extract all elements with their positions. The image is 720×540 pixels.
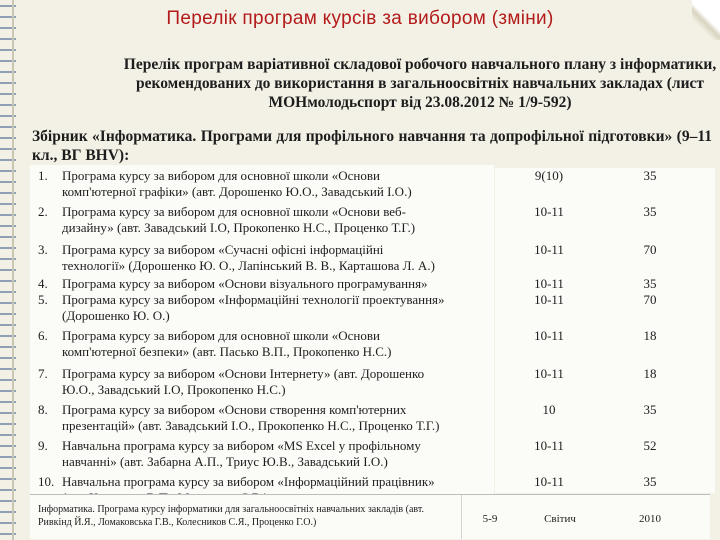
- program-grades: 10-11: [534, 204, 564, 219]
- program-row: [38, 168, 657, 200]
- program-title: Програма курсу за вибором «Інформаційні технології проектування» (Дорошенко Ю. О.): [62, 292, 445, 323]
- program-row: [38, 438, 657, 470]
- program-title: Програма курсу за вибором для основної школи «Основи комп'ютерної графіки» (авт. Дорошенко Ю.О., Завадський І.О.): [62, 168, 412, 199]
- program-hours: 35: [643, 168, 657, 183]
- program-title: Програма курсу за вибором «Основи створення комп'ютерних презентацій» (авт. Завадський І.О., Прокопенко Н.С., Проценко Т.Г.): [62, 402, 440, 433]
- program-number: 4.: [38, 276, 48, 291]
- spiral-binding: [0, 0, 16, 540]
- program-row: [38, 402, 657, 434]
- program-number: 7.: [38, 366, 48, 381]
- program-hours: 52: [643, 438, 657, 453]
- footer-divider: [461, 495, 462, 539]
- footer-publisher: Світич: [544, 513, 576, 525]
- program-grades: 10: [542, 402, 556, 417]
- program-hours: 35: [643, 276, 657, 291]
- program-row: [38, 204, 657, 236]
- program-title: Програма курсу за вибором для основної школи «Основи веб- дизайну» (авт. Завадський І.О, Прокопенко Н.С., Проценко Т.Г.): [62, 204, 416, 235]
- program-title: Програма курсу за вибором «Сучасні офісні інформаційні технології» (Дорошенко Ю. О., Лапінський В. В., Карташова Л. А.): [62, 242, 435, 273]
- program-hours: 35: [643, 204, 657, 219]
- program-row: [38, 366, 657, 398]
- program-row: [38, 276, 657, 292]
- program-hours: 18: [643, 366, 657, 381]
- program-number: 1.: [38, 168, 48, 183]
- program-row: [38, 292, 657, 324]
- program-hours: 35: [643, 402, 657, 417]
- program-number: 3.: [38, 242, 48, 257]
- program-number: 2.: [38, 204, 48, 219]
- program-number: 6.: [38, 328, 48, 343]
- program-row: [38, 328, 657, 360]
- slide-subtitle: Перелік програм варіативної складової робочого навчального плану з інформатики, рекомендованих до використання в загальноосвітніх навчальних закладах (лист МОНмолодьспорт від 23.08.2012 № 1/9-592): [123, 56, 717, 111]
- source-reference: Інформатика. Програма курсу інформатики для загальноосвітніх навчальних закладів (авт. Ривкінд Й.Я., Ломаковська Г.В., Колесников С.Я., Проценко Г.О.): [38, 504, 424, 528]
- program-number: 9.: [38, 438, 48, 453]
- program-grades: 10-11: [534, 276, 564, 291]
- collection-heading: Збірник «Інформатика. Програми для профільного навчання та допрофільної підготовки» (9–11 кл., ВГ BHV):: [32, 128, 712, 164]
- program-grades: 9(10): [534, 168, 564, 183]
- program-row: [38, 242, 657, 274]
- slide-title: Перелік програм курсів за вибором (зміни): [166, 8, 554, 29]
- program-number: 5.: [38, 292, 48, 307]
- program-hours: 18: [643, 328, 657, 343]
- program-number: 8.: [38, 402, 48, 417]
- program-hours: 70: [643, 292, 657, 307]
- source-footer: [30, 494, 710, 539]
- program-hours: 70: [643, 242, 657, 257]
- program-hours: 35: [643, 474, 657, 489]
- program-title: Програма курсу за вибором для основної школи «Основи комп'ютерної безпеки» (авт. Пасько В.П., Прокопенко Н.С.): [62, 328, 392, 359]
- program-grades: 10-11: [534, 292, 564, 307]
- program-title: Програма курсу за вибором «Основи візуального програмування»: [62, 276, 428, 291]
- footer-grades: 5-9: [482, 513, 498, 525]
- program-grades: 10-11: [534, 438, 564, 453]
- program-grades: 10-11: [534, 242, 564, 257]
- program-grades: 10-11: [534, 366, 564, 381]
- program-title: Програма курсу за вибором «Основи Інтернету» (авт. Дорошенко Ю.О., Завадський І.О, Прокопенко Н.С.): [62, 366, 425, 397]
- program-title: Навчальна програма курсу за вибором «Інформаційний працівник»: [62, 474, 435, 489]
- program-list: [38, 168, 657, 489]
- program-grades: 10-11: [534, 328, 564, 343]
- program-grades: 10-11: [534, 474, 564, 489]
- program-title: Навчальна програма курсу за вибором «MS Excel у профільному навчанні» (авт. Забарна А.П., Триус Ю.В., Завадський І.О.): [62, 438, 421, 469]
- program-number: 10.: [38, 474, 55, 489]
- footer-year: 2010: [639, 513, 661, 525]
